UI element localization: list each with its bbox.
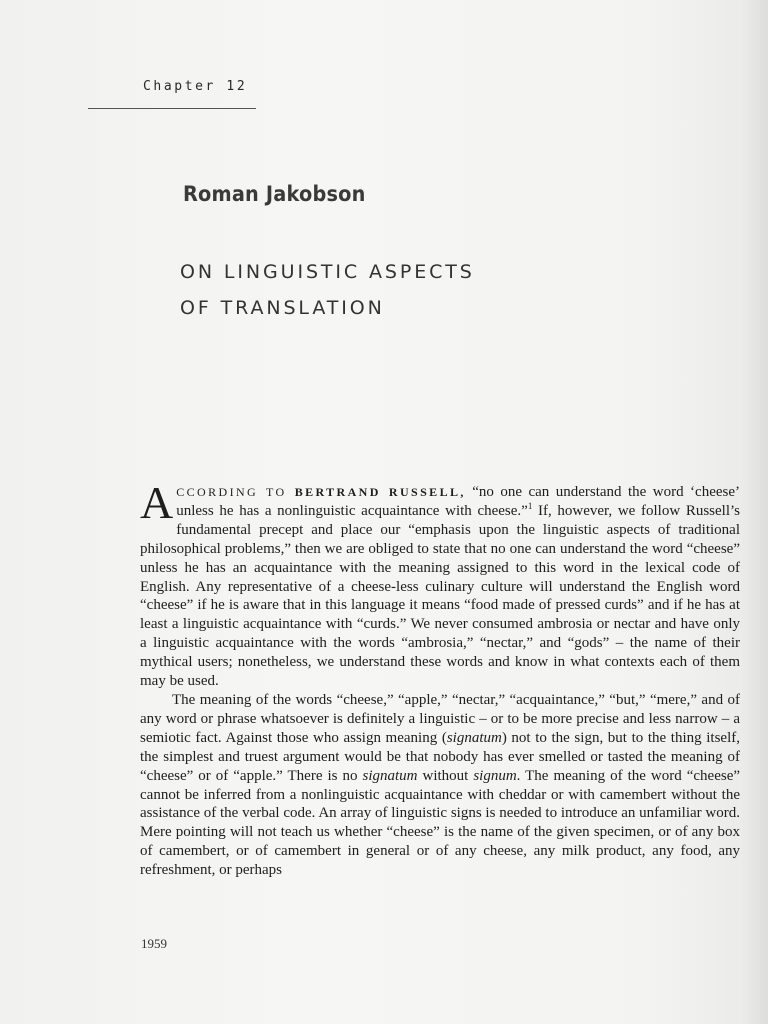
body-text bbox=[140, 477, 741, 880]
opening-name: BERTRAND RUSSELL, bbox=[294, 485, 466, 499]
opening-small-caps: CCORDING TO BERTRAND RUSSELL, bbox=[176, 485, 466, 499]
author-name: Roman Jakobson bbox=[183, 182, 366, 206]
chapter-title-line-2: OF TRANSLATION bbox=[180, 297, 385, 319]
paragraph-1: ACCORDING TO BERTRAND RUSSELL, “no one can understand the word ‘cheese’ unless he has a nonlinguistic acquaintance with cheese.”$^1$ If, however, we follow Russell’s fundamental precept and place our “emphasis upon the linguistic aspects of traditional philosophical problems,” then we are obliged to state that no one can understand the word “cheese” unless he has an acquaintance with the meaning assigned to this word in the lexical code of English. Any representative of a cheese-less culinary culture will understand the English word “cheese” if he is aware that in this language it means “food made of pressed curds” and if he has at least a linguistic acquaintance with “curds.” We never consumed ambrosia or nectar and have only a linguistic acquaintance with the words “ambrosia,” “nectar,” and “gods” – the name of their mythical users; nonetheless, we understand these words and know in what contexts each of them may be used. bbox=[140, 477, 741, 690]
paragraph-2: The meaning of the words “cheese,” “apple,” “nectar,” “acquaintance,” “but,” “mere,” and of any word or phrase whatsoever is definitely a linguistic – or to be more precise and less narrow – a semiotic fact. Against those who assign meaning (signatum) not to the sign, but to the thing itself, the simplest and truest argument would be that nobody has ever smelled or tasted the meaning of “cheese” or of “apple.” There is no signatum without signum. The meaning of the word “cheese” cannot be inferred from a nonlinguistic acquaintance with cheddar or with camembert without the assistance of the verbal code. An array of linguistic signs is needed to introduce an unfamiliar word. Mere pointing will not teach us whether “cheese” is the name of the given specimen, or of any box of camembert, or of camembert in general or of any cheese, any milk product, any food, any refreshment, or perhaps bbox=[140, 691, 741, 879]
footnote-marker: 1 bbox=[527, 500, 533, 511]
chapter-label: Chapter 12 bbox=[143, 79, 248, 94]
drop-cap: A bbox=[140, 477, 174, 528]
chapter-title-line-1: ON LINGUISTIC ASPECTS bbox=[180, 261, 475, 283]
page-number: 1959 bbox=[141, 936, 167, 951]
page-edge-shadow bbox=[742, 0, 768, 1024]
chapter-rule bbox=[88, 108, 256, 109]
